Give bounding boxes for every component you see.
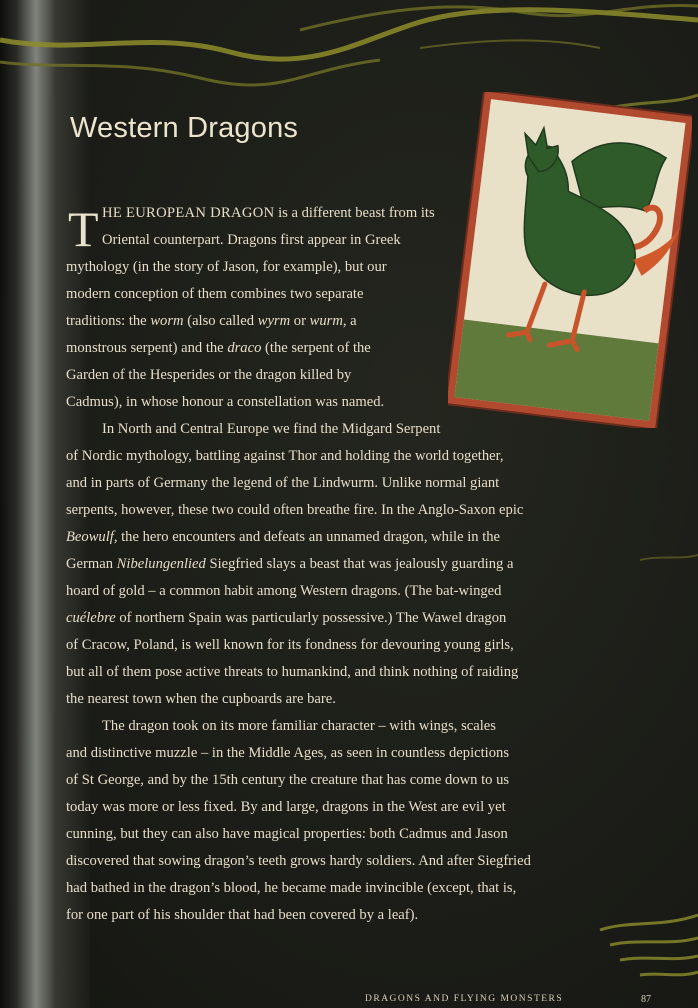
top-brush-stroke-3	[300, 6, 698, 30]
bottom-right-brush	[600, 915, 698, 975]
text-run: or	[290, 313, 310, 329]
text-run: (the serpent of the	[261, 340, 371, 356]
right-brush-stroke-2	[640, 555, 698, 560]
italic-term: wyrm	[257, 313, 291, 329]
text-run: of northern Spain was particularly possessive.) The Wawel dragon	[115, 610, 507, 626]
page-number: 87	[641, 994, 651, 1005]
paragraph-2-line-11: the nearest town when the cupboards are bare.	[66, 691, 336, 707]
text-run: monstrous serpent) and the	[66, 340, 228, 356]
paragraph-1-line-5	[66, 308, 586, 335]
paragraph-2-line-2: of Nordic mythology, battling against Thor and holding the world together,	[66, 448, 504, 464]
text-run: the hero encounters and defeats an unnamed dragon, while in the	[117, 529, 501, 545]
drop-cap: T	[68, 201, 99, 257]
paragraph-2-line-4: serpents, however, these two could often breathe fire. In the Anglo-Saxon epic	[66, 502, 524, 518]
italic-term: cuélebre	[66, 610, 116, 626]
italic-title: Nibelungenlied	[116, 556, 206, 572]
paragraph-1-line-3: mythology (in the story of Jason, for example), but our	[66, 259, 387, 275]
article-body	[66, 200, 586, 929]
paragraph-1-line-8: Cadmus), in whose honour a constellation was named.	[66, 394, 385, 410]
paragraph-3-line-4: today was more or less fixed. By and large, dragons in the West are evil yet	[66, 799, 506, 815]
text-run: German	[66, 556, 117, 572]
top-brush-stroke	[0, 10, 698, 59]
top-brush-stroke-2	[0, 60, 380, 85]
paragraph-2-line-1: In North and Central Europe we find the Midgard Serpent	[102, 421, 441, 437]
italic-term: draco	[227, 340, 262, 356]
paragraph-2-line-10: but all of them pose active threats to humankind, and think nothing of raiding	[66, 664, 519, 680]
text-run: traditions: the	[66, 313, 151, 329]
paragraph-3-line-7: had bathed in the dragon’s blood, he became made invincible (except, that is,	[66, 880, 517, 896]
text-run: Siegfried slays a beast that was jealously guarding a	[205, 556, 514, 572]
small-caps-lead: HE EUROPEAN DRAGON	[102, 205, 275, 221]
page-title: Western Dragons	[70, 112, 299, 144]
paragraph-2-line-3: and in parts of Germany the legend of the Lindwurm. Unlike normal giant	[66, 475, 500, 491]
italic-term: worm	[150, 313, 184, 329]
paragraph-3-line-8: for one part of his shoulder that had been covered by a leaf).	[66, 907, 419, 923]
paragraph-2-line-6	[66, 551, 586, 578]
paragraph-3-line-5: cunning, but they can also have magical properties: both Cadmus and Jason	[66, 826, 508, 842]
paragraph-3-line-2: and distinctive muzzle – in the Middle Ages, as seen in countless depictions	[66, 745, 509, 761]
running-footer: DRAGONS AND FLYING MONSTERS	[365, 994, 564, 1004]
italic-term: wurm	[309, 313, 343, 329]
paragraph-2-line-5	[66, 524, 586, 551]
paragraph-3-line-6: discovered that sowing dragon’s teeth grows hardy soldiers. And after Siegfried	[66, 853, 531, 869]
paragraph-3-line-3: of St George, and by the 15th century the creature that has come down to us	[66, 772, 510, 788]
paragraph-3-line-1: The dragon took on its more familiar character – with wings, scales	[102, 718, 496, 734]
paragraph-1-line-1	[66, 200, 586, 227]
paragraph-2-line-9: of Cracow, Poland, is well known for its fondness for devouring young girls,	[66, 637, 514, 653]
text-run: is a different beast from its	[274, 205, 435, 221]
paragraph-1-line-6	[66, 335, 586, 362]
top-brush-stroke-4	[420, 40, 600, 48]
text-run: , a	[342, 313, 357, 329]
paragraph-2-line-8	[66, 605, 586, 632]
paragraph-1-line-4: modern conception of them combines two separate	[66, 286, 364, 302]
paragraph-1-line-2: Oriental counterpart. Dragons first appear in Greek	[102, 232, 401, 248]
paragraph-2-line-7: hoard of gold – a common habit among Western dragons. (The bat-winged	[66, 583, 502, 599]
text-run: (also called	[183, 313, 258, 329]
italic-title: Beowulf,	[66, 529, 118, 545]
paragraph-1-line-7: Garden of the Hesperides or the dragon killed by	[66, 367, 352, 383]
